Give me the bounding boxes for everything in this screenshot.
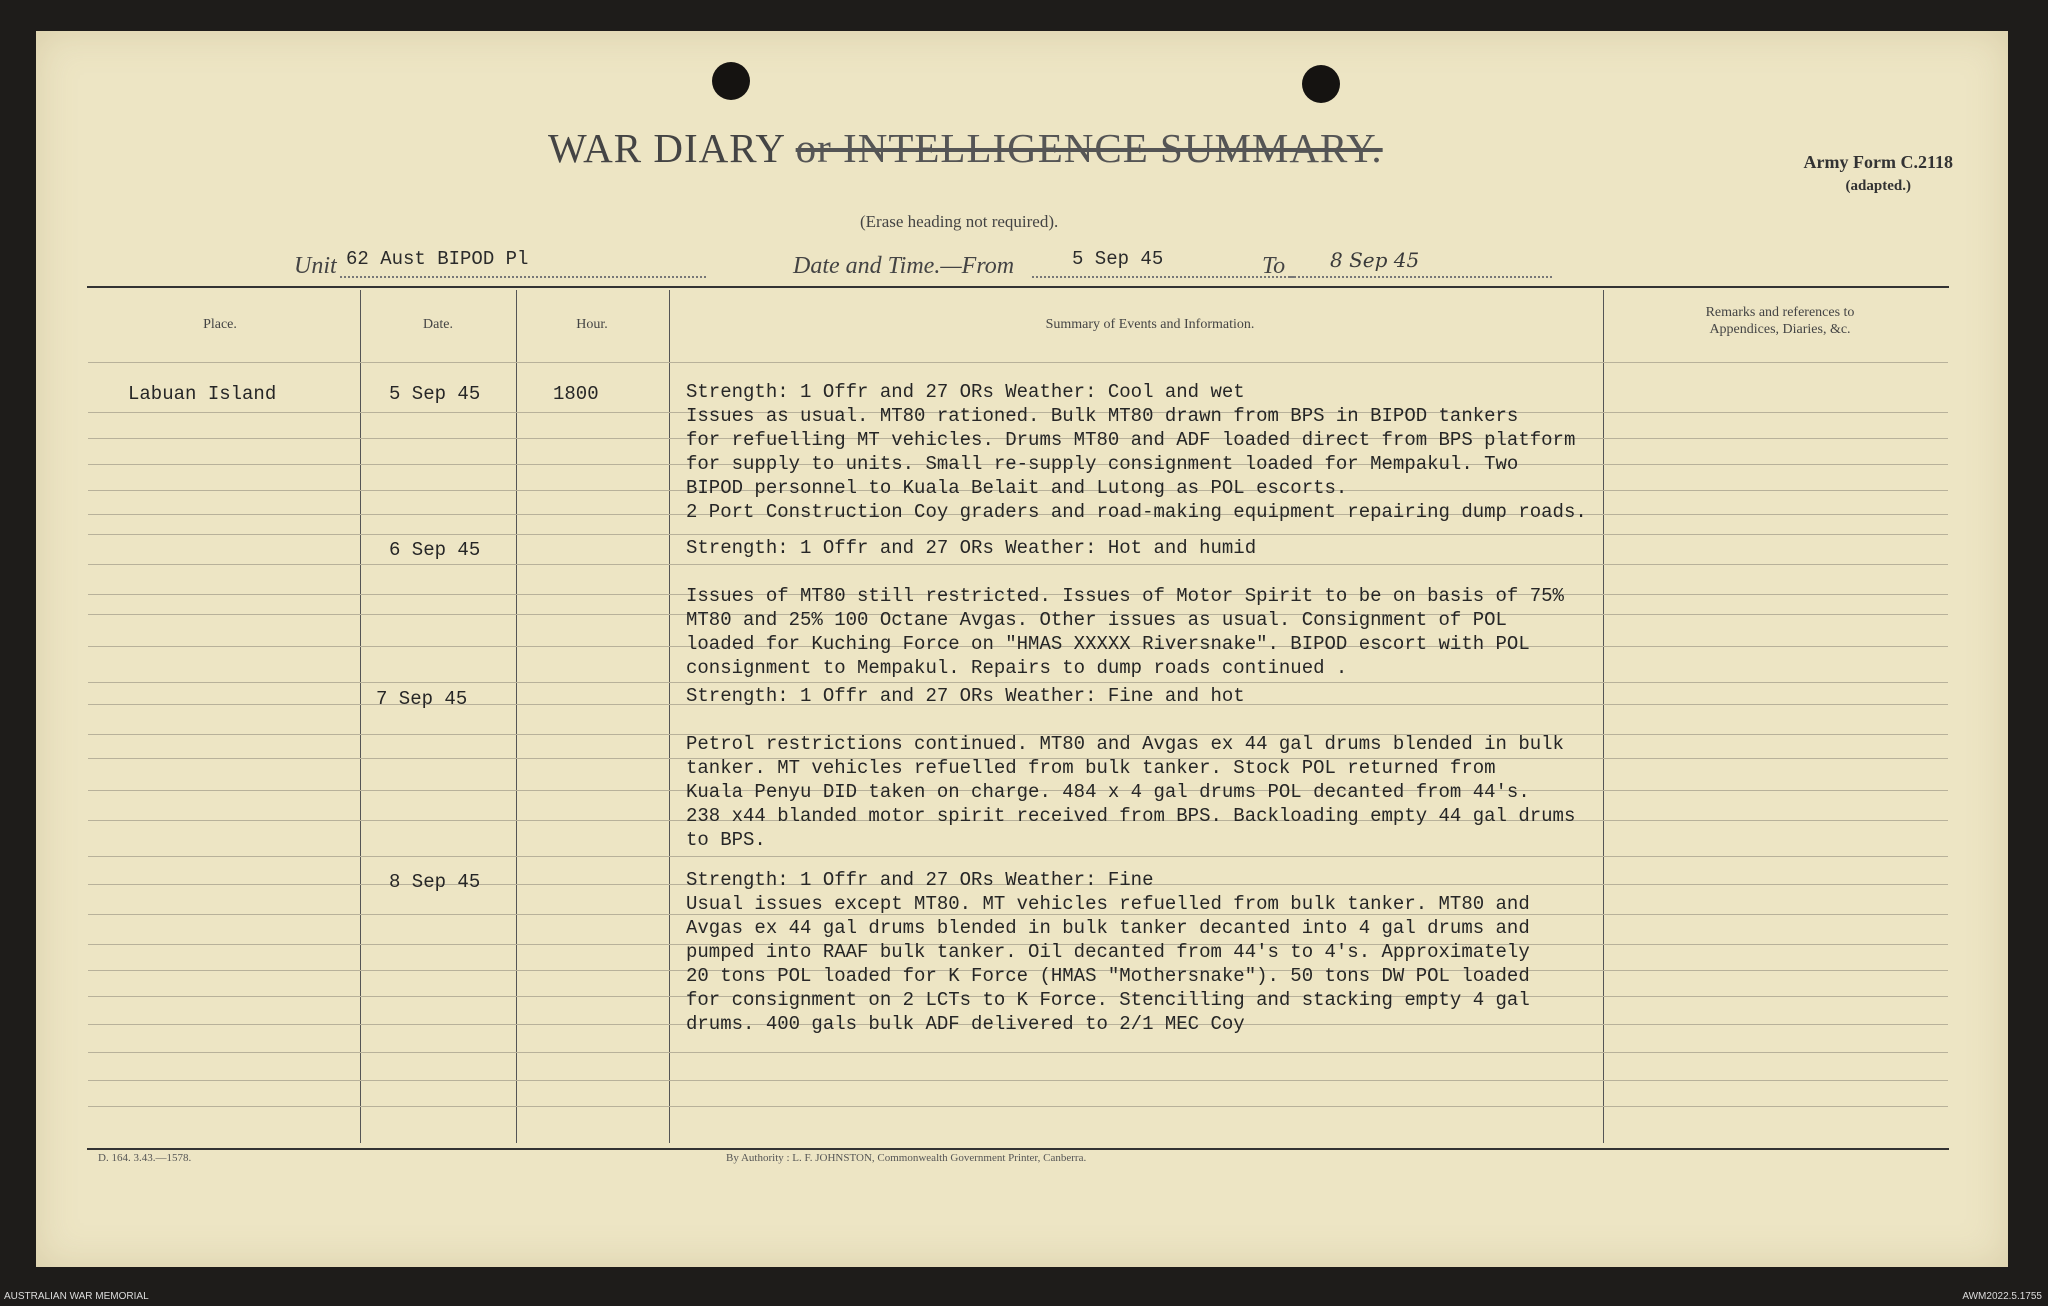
ruled-line [88, 682, 1948, 683]
ruled-line [88, 534, 1948, 535]
summary-line: Issues of MT80 still restricted. Issues of Motor Spirit to be on basis of 75% [686, 585, 1564, 607]
summary-line: Strength: 1 Offr and 27 ORs Weather: Fine [686, 869, 1154, 891]
punch-hole-right [1302, 65, 1340, 103]
summary-line [686, 560, 1616, 584]
entry-summary [686, 380, 1616, 524]
summary-line: Avgas ex 44 gal drums blended in bulk tanker decanted into 4 gal drums and [686, 917, 1530, 939]
summary-line [686, 708, 1616, 732]
summary-line: Petrol restrictions continued. MT80 and Avgas ex 44 gal drums blended in bulk [686, 733, 1564, 755]
col-head-remarks [1640, 304, 1920, 338]
entry-hour: 1800 [553, 383, 599, 405]
remarks-heading-line-1: Remarks and references to [1705, 305, 1855, 320]
table-bottom-rule [87, 1148, 1949, 1150]
col-head-summary: Summary of Events and Information. [1045, 317, 1255, 332]
army-form-number [1804, 150, 1953, 198]
unit-value: 62 Aust BIPOD Pl [340, 248, 706, 278]
entry-summary [686, 536, 1616, 680]
ruled-line [88, 362, 1948, 363]
table-top-rule [87, 286, 1949, 288]
title-struck: or INTELLIGENCE SUMMARY. [795, 125, 1383, 171]
to-value: 8 Sep 45 [1290, 248, 1552, 278]
summary-line: MT80 and 25% 100 Octane Avgas. Other issues as usual. Consignment of POL [686, 609, 1507, 631]
form-title [548, 124, 1383, 172]
col-head-place: Place. [203, 317, 237, 332]
summary-line: Strength: 1 Offr and 27 ORs Weather: Cool and wet [686, 381, 1245, 403]
summary-line: Usual issues except MT80. MT vehicles refuelled from bulk tanker. MT80 and [686, 893, 1530, 915]
print-code: D. 164. 3.43.—1578. [98, 1152, 192, 1164]
punch-hole-left [712, 62, 750, 100]
col-head-hour: Hour. [576, 317, 608, 332]
printer-authority: By Authority : L. F. JOHNSTON, Commonwealth Government Printer, Canberra. [726, 1152, 1087, 1164]
form-number: Army Form C.2118 [1803, 152, 1953, 172]
col-divider-hour [669, 290, 670, 1143]
summary-line: Issues as usual. MT80 rationed. Bulk MT80 drawn from BPS in BIPOD tankers [686, 405, 1519, 427]
summary-line: Kuala Penyu DID taken on charge. 484 x 4 gal drums POL decanted from 44's. [686, 781, 1530, 803]
summary-line: 20 tons POL loaded for K Force (HMAS "Mothersnake"). 50 tons DW POL loaded [686, 965, 1530, 987]
entry-summary [686, 868, 1616, 1036]
summary-line: pumped into RAAF bulk tanker. Oil decanted from 44's to 4's. Approximately [686, 941, 1530, 963]
watermark-right: AWM2022.5.1755 [1962, 1291, 2042, 1302]
summary-line: for supply to units. Small re-supply consignment loaded for Mempakul. Two [686, 453, 1519, 475]
col-head-date: Date. [423, 317, 453, 332]
entry-summary [686, 684, 1616, 852]
entry-date: 8 Sep 45 [389, 871, 481, 893]
erase-note: (Erase heading not required). [860, 212, 1059, 231]
summary-line: 238 x44 blanded motor spirit received from BPS. Backloading empty 44 gal drums [686, 805, 1576, 827]
watermark-left: AUSTRALIAN WAR MEMORIAL [4, 1291, 149, 1302]
entry-date: 7 Sep 45 [376, 688, 468, 710]
entry-place: Labuan Island [128, 383, 277, 405]
ruled-line [88, 1080, 1948, 1081]
summary-line: drums. 400 gals bulk ADF delivered to 2/1 MEC Coy [686, 1013, 1245, 1035]
from-value: 5 Sep 45 [1032, 248, 1294, 278]
summary-line: Strength: 1 Offr and 27 ORs Weather: Hot and humid [686, 537, 1257, 559]
summary-line: Strength: 1 Offr and 27 ORs Weather: Fine and hot [686, 685, 1245, 707]
title-main: WAR DIARY [548, 125, 785, 171]
summary-line: 2 Port Construction Coy graders and road-making equipment repairing dump roads. [686, 501, 1587, 523]
ruled-line [88, 1106, 1948, 1107]
date-time-label: Date and Time.—From [793, 253, 1015, 279]
summary-line: for refuelling MT vehicles. Drums MT80 and ADF loaded direct from BPS platform [686, 429, 1576, 451]
ruled-line [88, 856, 1948, 857]
unit-label: Unit [294, 253, 337, 279]
remarks-heading-line-2: Appendices, Diaries, &c. [1709, 322, 1851, 337]
col-divider-date [516, 290, 517, 1143]
summary-line: for consignment on 2 LCTs to K Force. Stencilling and stacking empty 4 gal [686, 989, 1530, 1011]
summary-line: tanker. MT vehicles refuelled from bulk tanker. Stock POL returned from [686, 757, 1496, 779]
to-label: To [1262, 253, 1286, 279]
summary-line: BIPOD personnel to Kuala Belait and Lutong as POL escorts. [686, 477, 1348, 499]
entry-date: 6 Sep 45 [389, 539, 481, 561]
summary-line: to BPS. [686, 829, 766, 851]
summary-line: loaded for Kuching Force on "HMAS XXXXX Riversnake". BIPOD escort with POL [686, 633, 1530, 655]
entry-date: 5 Sep 45 [389, 383, 481, 405]
ruled-line [88, 1052, 1948, 1053]
form-number-note: (adapted.) [1845, 178, 1911, 194]
col-divider-place [360, 290, 361, 1143]
summary-line: consignment to Mempakul. Repairs to dump roads continued . [686, 657, 1348, 679]
